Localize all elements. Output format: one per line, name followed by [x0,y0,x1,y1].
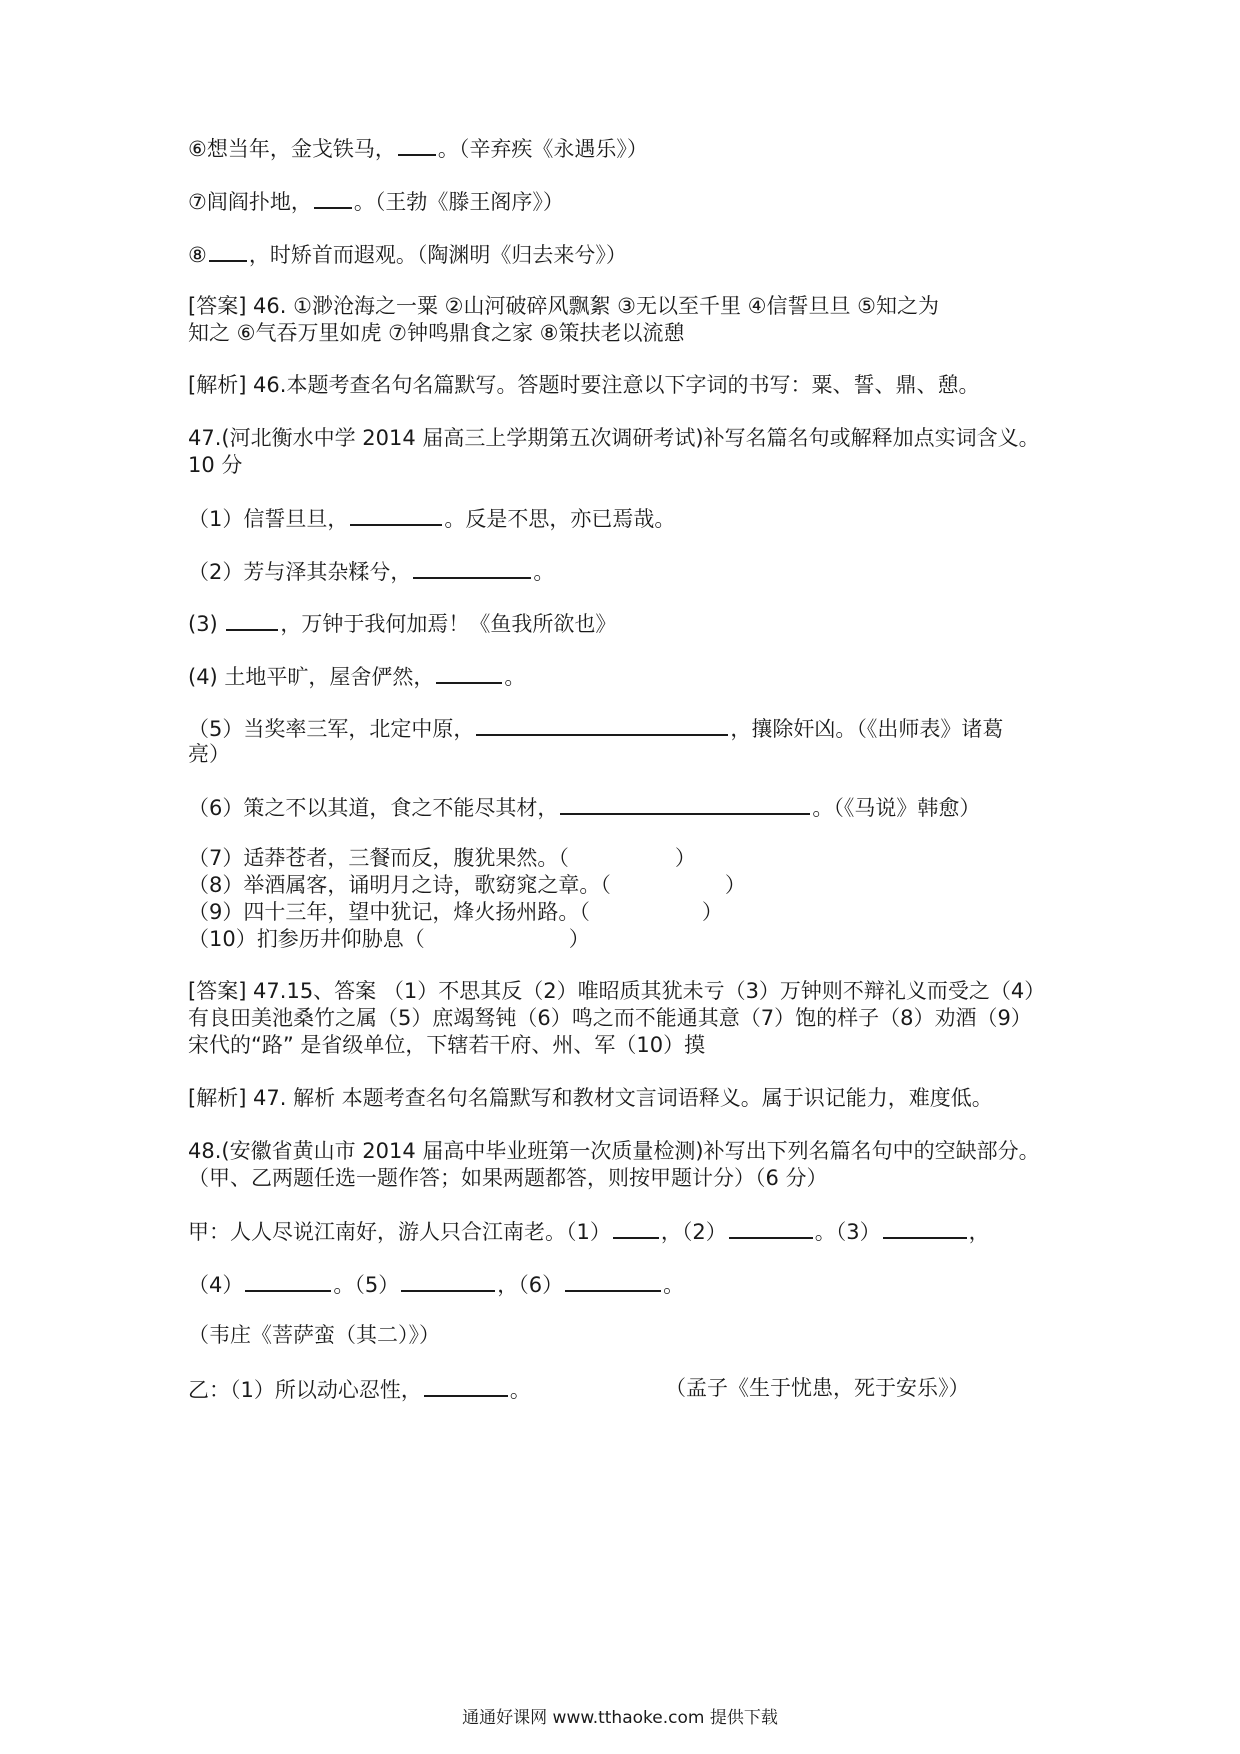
blank-field [436,660,502,684]
question-48-line-1: 48.(安徽省黄山市 2014 届高中毕业班第一次质量检测)补写出下列名篇名句中的空缺部分。 [188,1139,1040,1163]
blank-field [883,1215,967,1239]
item-text: ，（6） [497,1273,564,1297]
item-text: （10）扪参历井仰胁息（ [188,927,425,951]
question-47-item-2 [188,555,554,587]
item-text: (4) 土地平旷，屋舍俨然， [188,665,435,689]
question-48-jia-cont [188,1268,684,1300]
blank-field [350,502,442,526]
item-text: 甲：人人尽说江南好，游人只合江南老。（1） [188,1220,611,1244]
answer-46-line-1: [答案] 46. ①渺沧海之一粟 ②山河破碎风飘絮 ③无以至千里 ④信誓旦旦 ⑤知之为 [188,294,939,318]
question-47-item-5-cont: 亮） [188,742,230,766]
item-text: 。 [533,560,555,584]
item-text: (3) [188,612,225,636]
item-text: （1）信誓旦旦， [188,507,349,531]
item-text: ，（2） [660,1220,727,1244]
answer-47-line-3: 宋代的“路” 是省级单位，下辖若干府、州、军（10）摸 [188,1033,706,1057]
item-text: 。（3） [814,1220,881,1244]
blank-field [476,712,728,736]
item-text: （2）芳与泽其杂糅兮， [188,560,412,584]
question-48-source: （韦庄《菩萨蛮（其二）》） [188,1323,440,1347]
item-text: 。 [504,665,526,689]
blank-field [209,238,247,262]
question-48-line-2: （甲、乙两题任选一题作答；如果两题都答，则按甲题计分）（6 分） [188,1166,828,1190]
question-47-item-3 [188,607,616,639]
blank-field [401,1268,495,1292]
item-text: （4） [188,1273,244,1297]
question-47-item-1 [188,502,675,534]
close-paren: ） [568,927,590,951]
line-7-text: ⑦闾阎扑地， [188,190,312,214]
line-8-number: ⑧ [188,243,207,267]
close-paren: ） [674,846,696,870]
item-text: ，攘除奸凶。（《出师表》诸葛 [730,717,1004,741]
answer-47-line-1: [答案] 47.15、答案 （1）不思其反（2）唯昭质其犹未亏（3）万钟则不辩礼义而受之（4） [188,979,1046,1003]
question-47-item-6 [188,791,980,823]
blank-field [245,1268,331,1292]
question-47-item-9 [188,897,723,927]
line-6 [188,132,648,164]
question-47-item-5 [188,712,1003,744]
item-text: 。反是不思，亦已焉哉。 [444,507,676,531]
question-48-yi [188,1373,531,1405]
question-47-item-8 [188,870,746,900]
item-text: 乙：（1）所以动心忍性， [188,1378,422,1402]
question-48-jia [188,1215,990,1247]
item-text: （8）举酒属客，诵明月之诗，歌窈窕之章。（ [188,873,611,897]
item-text: （5）当奖率三军，北定中原， [188,717,475,741]
question-47-item-10 [188,924,590,954]
explanation-46: [解析] 46.本题考查名句名篇默写。答题时要注意以下字词的书写：粟、誓、鼎、憩。 [188,373,980,397]
blank-field [398,132,436,156]
blank-field [729,1215,813,1239]
item-text: ， [968,1220,990,1244]
blank-field [565,1268,661,1292]
answer-47-line-2: 有良田美池桑竹之属（5）庶竭驽钝（6）鸣之而不能通其意（7）饱的样子（8）劝酒（9） [188,1006,1032,1030]
question-48-yi-source: （孟子《生于忧患，死于安乐》） [665,1376,970,1400]
line-6-source: 。（辛弃疾《永遇乐》） [437,137,648,161]
blank-field [560,791,810,815]
answer-46-line-2: 知之 ⑥气吞万里如虎 ⑦钟鸣鼎食之家 ⑧策扶老以流憩 [188,321,685,345]
line-7-source: 。（王勃《滕王阁序》） [353,190,564,214]
page-footer: 通通好课网 www.tthaoke.com 提供下载 [462,1708,778,1728]
question-47-item-4 [188,660,525,692]
line-6-text: ⑥想当年，金戈铁马， [188,137,396,161]
line-7 [188,185,564,217]
item-text: 。 [509,1378,531,1402]
item-text: 。 [663,1273,685,1297]
blank-field [424,1373,508,1397]
question-47-item-7 [188,843,696,873]
explanation-47: [解析] 47. 解析 本题考查名句名篇默写和教材文言词语释义。属于识记能力，难度低。 [188,1086,993,1110]
item-text: 。（《马说》韩愈） [812,796,981,820]
blank-field [314,185,352,209]
line-8-text: ，时矫首而遐观。（陶渊明《归去来兮》） [248,243,627,267]
question-47-line-2: 10 分 [188,453,243,477]
item-text: 。（5） [333,1273,400,1297]
item-text: ，万钟于我何加焉！《鱼我所欲也》 [280,612,617,636]
blank-field [226,607,278,631]
item-text: （9）四十三年，望中犹记，烽火扬州路。（ [188,900,590,924]
blank-field [413,555,531,579]
close-paren: ） [724,873,746,897]
question-47-line-1: 47.(河北衡水中学 2014 届高三上学期第五次调研考试)补写名篇名句或解释加点实词含义。 [188,426,1040,450]
close-paren: ） [701,900,723,924]
blank-field [613,1215,659,1239]
line-8 [188,238,627,270]
item-text: （6）策之不以其道，食之不能尽其材， [188,796,559,820]
item-text: （7）适莽苍者，三餐而反，腹犹果然。（ [188,846,569,870]
